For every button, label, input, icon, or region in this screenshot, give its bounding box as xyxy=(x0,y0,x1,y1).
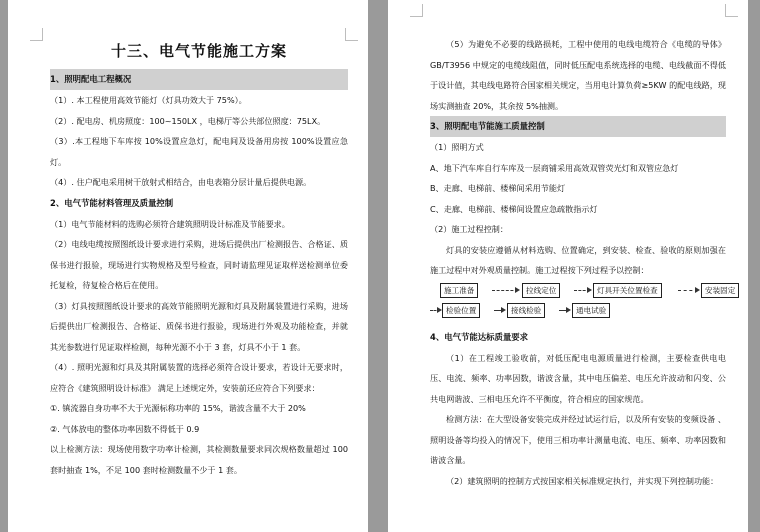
subheading: （1）照明方式 xyxy=(430,142,484,152)
paragraph: （3）灯具按照图纸设计要求的高效节能照明光源和灯具及附属装置进行采购，进场后提供出厂检测报告、合格证、质保书进行报验，现场进行外观及功能检查，并就其光参数进行见证取样检测，每种光源不小于 3 套，灯具不小于 1 套。 xyxy=(50,300,348,352)
paragraph: ②. 气体放电的整体功率因数不得低于 0.9 xyxy=(50,423,200,434)
paragraph: 以上检测方法：现场使用数字功率计检测，其检测数量要求同次规格数量超过 100 套时抽查 1%，不足 100 套时检测数量不少于 1 套。 xyxy=(50,444,348,475)
paragraph: （5）为避免不必要的线路损耗，工程中使用的电线电缆符合《电缆的导体》GB/T3956 中规定的电缆线阻值，同时低压配电系统选择的电缆、电线截面不得低于设计值，其电线电路符合国家相关规定，当用电计算负荷≥5KW 的配电线路，现场实测抽查 20%，其余按 5%抽测。 xyxy=(430,39,726,111)
paragraph: （2）电线电缆按照图纸设计要求进行采购，进场后提供出厂检测报告、合格证、质保书进行报验，现场进行实物规格及型号检查，同时请监理见证取样送检测单位委托复检，待复检合格后在使用。 xyxy=(50,239,348,290)
process-flowchart xyxy=(430,283,736,327)
paragraph: （4）. 照明光源和灯具及其附属装置的选择必须符合设计要求，若设计无要求时，应符合《建筑照明设计标准》 满足上述规定外，安装前还应符合下列要求： xyxy=(50,362,348,393)
flow-step-line-position: 拉线定位 xyxy=(522,283,560,298)
paragraph: 检测方法：在大型设备安装完成并经过试运行后，以及所有安装的变频设备 、照明设备等均投入的情况下，使用三相功率计测量电流、电压、频率、功率因数和谐波含量。 xyxy=(430,414,726,465)
flow-step-power-test: 通电试验 xyxy=(572,303,610,318)
flow-step-prepare: 施工准备 xyxy=(440,283,478,298)
section-heading: 3、照明配电节能施工质量控制 xyxy=(430,116,726,137)
crop-mark xyxy=(30,28,43,41)
subheading: （2）施工过程控制： xyxy=(430,224,508,234)
section-heading: 2、电气节能材料管理及质量控制 xyxy=(50,197,174,208)
flow-arrow xyxy=(574,290,590,292)
paragraph: （4）. 住户配电采用树干放射式相结合，由电表箱分层计量后提供电源。 xyxy=(50,177,312,187)
paragraph: （1）电气节能材料的选购必须符合建筑照明设计标准及节能要求。 xyxy=(50,218,290,229)
crop-mark xyxy=(725,4,738,17)
flow-step-wiring-check: 接线检验 xyxy=(507,303,545,318)
crop-mark xyxy=(345,28,358,41)
document-page-right xyxy=(388,0,748,532)
list-item: B、走廊、电梯前、楼梯间采用节能灯 xyxy=(430,183,566,193)
crop-mark xyxy=(410,4,423,17)
flow-arrow xyxy=(430,310,440,312)
flow-step-install-fix: 安装固定 xyxy=(701,283,739,298)
paragraph: （3）.本工程地下车库按 10%设置应急灯，配电间及设备用房按 100%设置应急灯。 xyxy=(50,136,348,167)
flow-step-inspect-position: 检验位置 xyxy=(442,303,480,318)
paragraph: （2）. 配电房、机房照度：100~150LX ，电梯厅等公共部位照度：75LX。 xyxy=(50,115,326,126)
section-heading: 1、照明配电工程概况 xyxy=(50,69,348,90)
flow-arrow xyxy=(678,290,698,292)
flow-step-switch-check: 灯具开关位置检查 xyxy=(593,283,662,298)
flow-arrow xyxy=(559,310,569,312)
paragraph: ①. 镇流器自身功率不大于光源标称功率的 15%，谐波含量不大于 20% xyxy=(50,403,306,413)
section-heading: 4、电气节能达标质量要求 xyxy=(430,331,528,342)
document-page-left xyxy=(8,0,368,532)
paragraph: （1）在工程竣工验收前，对低压配电电源质量进行检测，主要检查供电电压、电流、频率、功率因数，谐波含量，其中电压偏差、电压允许波动和闪变、公共电网谐波、三相电压允许不平衡度，符合相应的国家规范。 xyxy=(430,352,726,404)
list-item: A、地下汽车库自行车库及一层商铺采用高效双管荧光灯和双管应急灯 xyxy=(430,162,679,173)
paragraph: （2）建筑照明的控制方式按国家相关标准规定执行，并实现下列控制功能： xyxy=(446,475,719,486)
paragraph: （1）. 本工程使用高效节能灯（灯具功效大于 75%）。 xyxy=(50,95,247,105)
flow-arrow xyxy=(492,290,518,292)
page-title: 十三、电气节能施工方案 xyxy=(110,42,287,60)
paragraph: 灯具的安装应遵循从材料选购、位置确定，到安装、检查、验收的原则加强在施工过程中对外观质量控制。施工过程按下列过程予以控制： xyxy=(430,244,726,275)
flow-arrow xyxy=(494,310,504,312)
list-item: C、走廊、电梯前、楼梯间设置应急疏散指示灯 xyxy=(430,203,598,214)
